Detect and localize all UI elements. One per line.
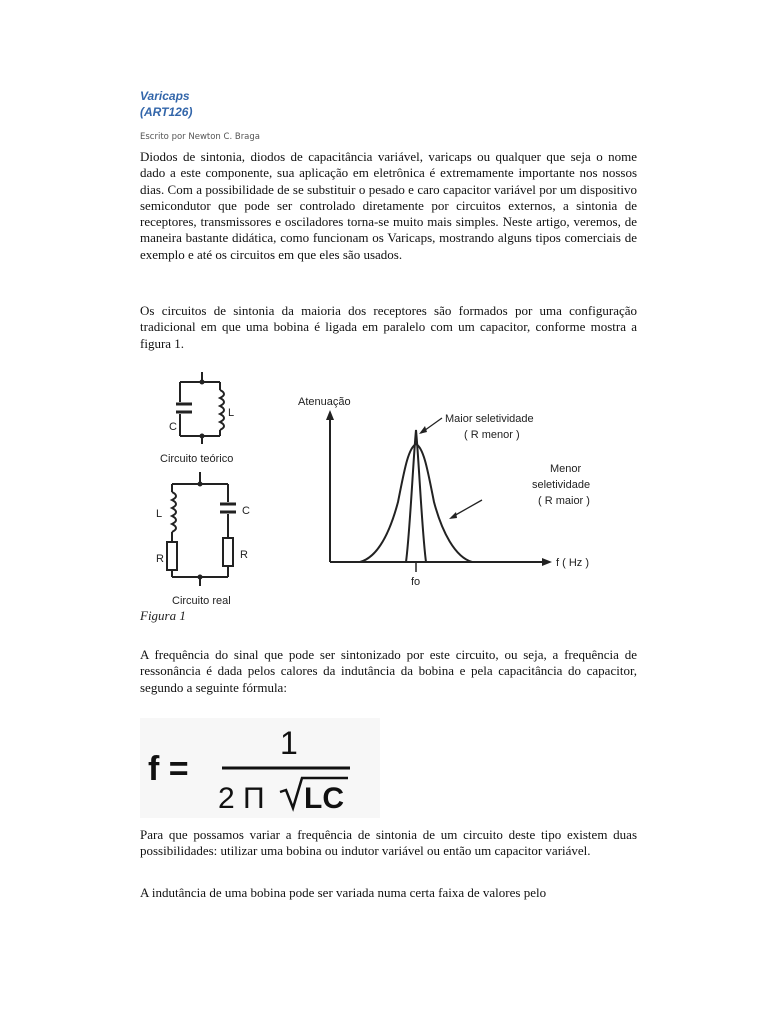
byline: Escrito por Newton C. Braga (140, 132, 260, 142)
article-title[interactable]: Varicaps (140, 89, 190, 103)
tick-fo: fo (411, 576, 421, 588)
label-circuito-real: Circuito real (172, 595, 231, 607)
article-code[interactable]: (ART126) (140, 105, 193, 119)
menor-label-2: seletividade (532, 479, 591, 491)
label-r-left: R (156, 553, 164, 565)
paragraph-possibilities: Para que possamos variar a frequência de sintonia de um circuito deste tipo existem duas possibilidades: utilizar uma bobina ou indutor variável ou então um capacitor variável. (140, 827, 637, 859)
figure-1-drawing (140, 372, 610, 608)
figure-caption: Figura 1 (140, 608, 186, 623)
x-axis-arrow (542, 558, 552, 566)
resonance-formula (140, 718, 380, 818)
real-circuit (167, 472, 236, 586)
label-c-theoretical: C (169, 421, 177, 433)
label-l-theoretical: L (228, 407, 235, 419)
paragraph-tuning-circuits: Os circuitos de sintonia da maioria dos receptores são formados por uma configuração tradicional em que uma bobina é ligada em paralelo com um capacitor, conforme mostra a figura 1. (140, 303, 637, 351)
label-r-right: R (240, 549, 248, 561)
axis-y-label: Atenuação (298, 396, 351, 408)
menor-label-3: ( R maior ) (538, 495, 590, 507)
label-circuito-teorico: Circuito teórico (160, 453, 234, 465)
formula-drawing (140, 718, 380, 818)
maior-label-2: ( R menor ) (464, 429, 520, 441)
figure-1 (140, 372, 610, 608)
formula-radicand: LC (304, 782, 344, 815)
paragraph-inductance: A indutância de uma bobina pode ser variada numa certa faixa de valores pelo (140, 885, 547, 900)
label-l-real: L (156, 508, 163, 520)
formula-lhs: f = (148, 750, 189, 788)
maior-arrow (419, 426, 427, 434)
paragraph-intro: Diodos de sintonia, diodos de capacitância variável, varicaps ou qualquer que seja o nome dado a este componente, sua aplicação em eletrônica é extremamente importante nos nossos dias. Com a possibilidade de se substituir o pesado e caro capacitor variável por um dispositivo semicondutor que pode ser controlado diretamente por circuitos externos, a sintonia de receptores, transmissores e osciladores torna-se muito mais simples. Neste artigo, veremos, de maneira bastante didática, como funcionam os Varicaps, mostrando alguns tipos comerciais de exemplo e até os circuitos em que eles são usados. (140, 149, 637, 262)
menor-arrow (449, 512, 457, 519)
formula-numerator: 1 (280, 725, 298, 761)
maior-label-1: Maior seletividade (445, 413, 534, 425)
axis-x-label: f ( Hz ) (556, 557, 589, 569)
paragraph-resonance: A frequência do sinal que pode ser sintonizado por este circuito, ou seja, a frequência de ressonância é dada pelos calores da indutância da bobina e pela capacitância do capacitor, segundo a seguinte fórmula: (140, 647, 637, 695)
formula-denominator-prefix: 2 Π (218, 782, 265, 815)
y-axis-arrow (326, 410, 334, 420)
menor-label-1: Menor (550, 463, 582, 475)
label-c-real: C (242, 505, 250, 517)
